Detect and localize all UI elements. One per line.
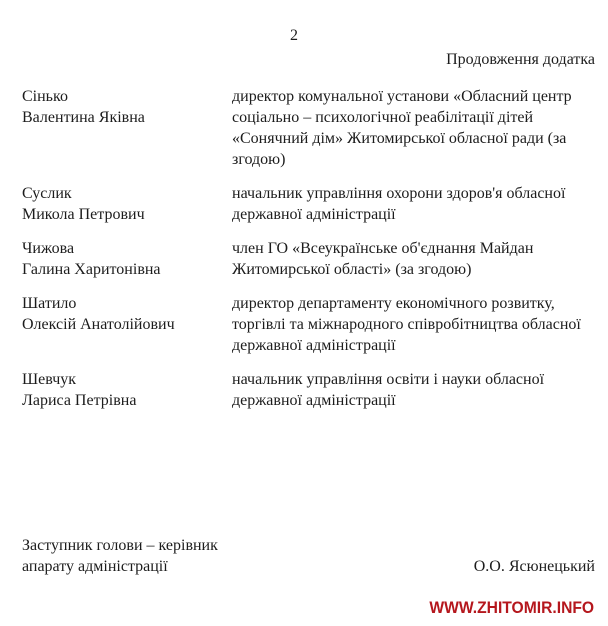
person-surname: Шатило [22, 295, 77, 312]
person-given-names: Валентина Яківна [22, 109, 145, 126]
person-given-names: Микола Петрович [22, 206, 145, 223]
position-line: державної адміністрації [232, 337, 396, 354]
person-given-names: Олексій Анатолійович [22, 316, 175, 333]
page-number: 2 [290, 27, 298, 44]
entry-chyzhova [22, 238, 608, 280]
position-line: директор департаменту економічного розвитку, [232, 295, 555, 312]
appendix-continuation-label: Продовження додатка [446, 51, 595, 68]
signatory-title-line: Заступник голови – керівник [22, 537, 218, 554]
person-surname: Сінько [22, 88, 68, 105]
entry-shatylo [22, 293, 608, 356]
entry-sinko [22, 86, 608, 170]
entry-shevchuk [22, 369, 608, 411]
person-position [232, 369, 597, 411]
person-name [22, 86, 232, 170]
person-name [22, 293, 232, 356]
person-name [22, 183, 232, 225]
person-position [232, 86, 597, 170]
entry-suslyk [22, 183, 608, 225]
person-surname: Чижова [22, 240, 75, 257]
person-name [22, 238, 232, 280]
person-surname: Суслик [22, 185, 72, 202]
position-line: соціально – психологічної реабілітації дітей [232, 109, 534, 126]
position-line: «Сонячний дім» Житомирської обласної ради (за [232, 130, 567, 147]
position-line: Житомирської області» (за згодою) [232, 261, 472, 278]
position-line: згодою) [232, 151, 286, 168]
person-name [22, 369, 232, 411]
person-position [232, 183, 597, 225]
person-position [232, 293, 597, 356]
person-given-names: Лариса Петрівна [22, 392, 137, 409]
signatory-title [22, 535, 218, 577]
signatory-name: О.О. Ясюнецький [473, 558, 595, 575]
position-line: торгівлі та міжнародного співробітництва обласної [232, 316, 581, 333]
person-given-names: Галина Харитонівна [22, 261, 161, 278]
position-line: державної адміністрації [232, 206, 396, 223]
signatory-title-line: апарату адміністрації [22, 558, 168, 575]
position-line: начальник управління освіти і науки обласної [232, 371, 545, 388]
appendix-entries [0, 86, 608, 411]
position-line: начальник управління охорони здоров'я обласної [232, 185, 566, 202]
position-line: директор комунальної установи «Обласний центр [232, 88, 572, 105]
person-surname: Шевчук [22, 371, 77, 388]
signature-block [22, 535, 595, 577]
position-line: член ГО «Всеукраїнське об'єднання Майдан [232, 240, 534, 257]
person-position [232, 238, 597, 280]
zhitomir-info-watermark: WWW.ZHITOMIR.INFO [429, 598, 594, 617]
position-line: державної адміністрації [232, 392, 396, 409]
